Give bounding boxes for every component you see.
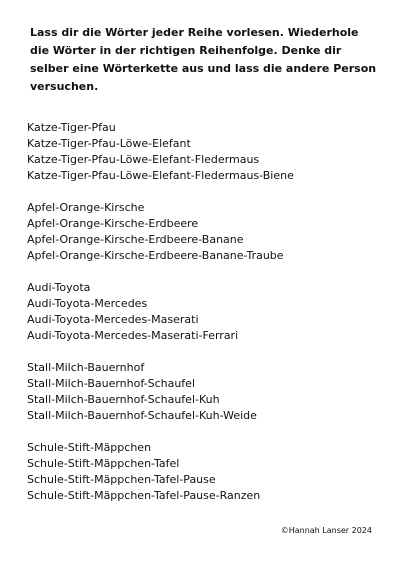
word-chain-line: Katze-Tiger-Pfau-Löwe-Elefant (27, 137, 191, 150)
word-chain-line: Stall-Milch-Bauernhof-Schaufel-Kuh-Weide (27, 409, 257, 422)
word-chain-line: Stall-Milch-Bauernhof-Schaufel-Kuh (27, 393, 220, 406)
word-chain-group-animals (27, 120, 387, 184)
word-chain-list (27, 120, 387, 520)
word-chain-line: Katze-Tiger-Pfau (27, 121, 116, 134)
word-chain-line: Schule-Stift-Mäppchen (27, 441, 152, 454)
word-chain-line: Audi-Toyota-Mercedes (27, 297, 148, 310)
word-chain-line: Apfel-Orange-Kirsche-Erdbeere (27, 217, 199, 230)
word-chain-line: Stall-Milch-Bauernhof (27, 361, 145, 374)
word-chain-line: Audi-Toyota (27, 281, 91, 294)
word-chain-line: Schule-Stift-Mäppchen-Tafel-Pause (27, 473, 216, 486)
word-chain-group-cars (27, 280, 387, 344)
word-chain-line: Audi-Toyota-Mercedes-Maserati-Ferrari (27, 329, 239, 342)
word-chain-group-fruits (27, 200, 387, 264)
word-chain-group-farm (27, 360, 387, 424)
word-chain-line: Audi-Toyota-Mercedes-Maserati (27, 313, 199, 326)
word-chain-line: Schule-Stift-Mäppchen-Tafel (27, 457, 180, 470)
word-chain-line: Apfel-Orange-Kirsche (27, 201, 145, 214)
word-chain-line: Stall-Milch-Bauernhof-Schaufel (27, 377, 195, 390)
word-chain-line: Apfel-Orange-Kirsche-Erdbeere-Banane-Traube (27, 249, 284, 262)
instructions-text: Lass dir die Wörter jeder Reihe vorlesen. Wiederhole die Wörter in der richtigen Reihenfolge. Denke dir selber eine Wörterkette aus und lass die andere Person versuchen. (30, 26, 377, 93)
word-chain-line: Apfel-Orange-Kirsche-Erdbeere-Banane (27, 233, 244, 246)
copyright-notice: ©Hannah Lanser 2024 (280, 526, 372, 535)
word-chain-line: Katze-Tiger-Pfau-Löwe-Elefant-Fledermaus-Biene (27, 169, 294, 182)
word-chain-group-school (27, 440, 387, 504)
word-chain-line: Schule-Stift-Mäppchen-Tafel-Pause-Ranzen (27, 489, 261, 502)
word-chain-line: Katze-Tiger-Pfau-Löwe-Elefant-Fledermaus (27, 153, 260, 166)
